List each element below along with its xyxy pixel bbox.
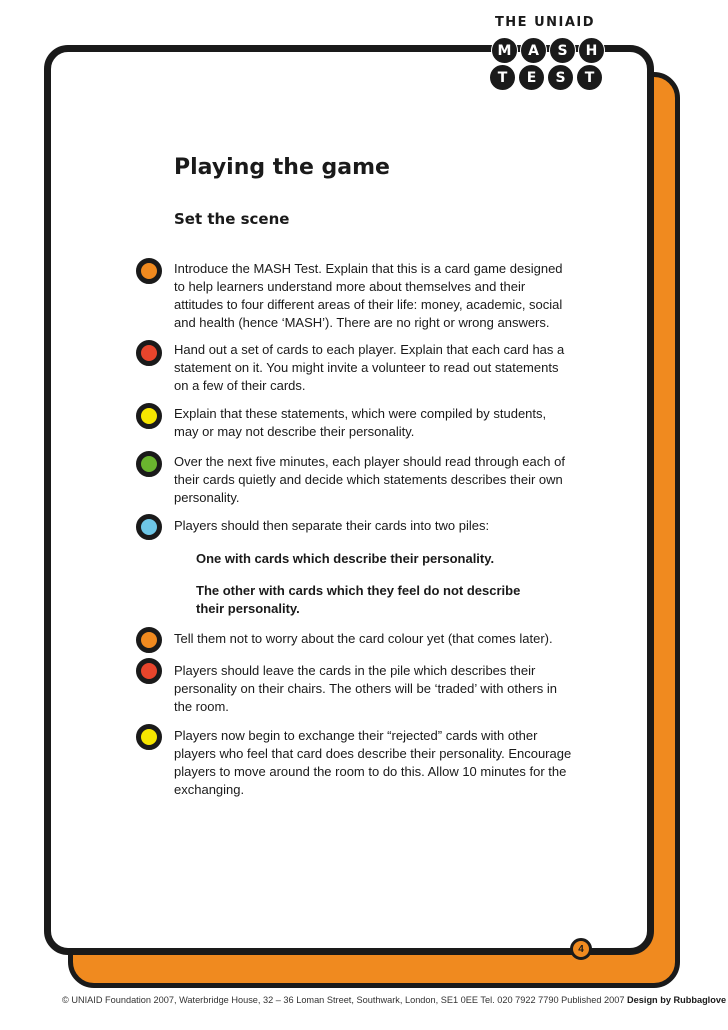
footer [62,995,727,1005]
step-text: Tell them not to worry about the card colour yet (that comes later). [174,631,553,646]
logo-title: THE UNIAID [488,14,602,32]
step-text: Hand out a set of cards to each player. Explain that each card has a statement on it. You might invite a volunteer to read out statements on a few of their cards. [174,342,565,393]
logo-row-test [489,64,603,91]
mash-test-logo [488,14,602,94]
logo-letter: E [518,64,545,91]
logo-row-mash [491,37,605,64]
logo-letter: T [576,64,603,91]
logo-letter: H [578,37,605,64]
logo-letter: T [489,64,516,91]
logo-letter: A [520,37,547,64]
step-bullet-icon [136,514,162,540]
sub-item: The other with cards which they feel do not describe their personality. [196,583,521,616]
step-text: Explain that these statements, which were compiled by students, may or may not describe their personality. [174,406,547,439]
sub-item: One with cards which describe their personality. [196,551,495,566]
page-number: 4 [570,938,592,960]
step-text: Players should leave the cards in the pile which describes their personality on their chairs. The others will be ‘traded’ with others in the room. [174,663,557,714]
step-bullet-icon [136,451,162,477]
step-bullet-icon [136,340,162,366]
step-text: Players now begin to exchange their “rejected” cards with other players who feel that card does describe their personality. Encourage players to move around the room to do this. Allow 10 minutes for the exchanging. [174,728,572,797]
step-bullet-icon [136,627,162,653]
step-text: Introduce the MASH Test. Explain that this is a card game designed to help learners understand more about themselves and their attitudes to four different areas of their life: money, academic, social and health (hence ‘MASH’). There are no right or wrong answers. [174,261,563,330]
section-title: Set the scene [174,210,290,228]
footer-address: © UNIAID Foundation 2007, Waterbridge House, 32 – 36 Loman Street, Southwark, London, SE1 0EE Tel. 020 7922 7790 Published 2007 [62,995,625,1005]
step-bullet-icon [136,403,162,429]
logo-letter: M [491,37,518,64]
logo-letter: S [549,37,576,64]
step-bullet-icon [136,658,162,684]
logo-letter: S [547,64,574,91]
step-text: Players should then separate their cards into two piles: [174,518,490,533]
step-bullet-icon [136,724,162,750]
footer-credit: Design by Rubbaglove [627,995,727,1005]
step-bullet-icon [136,258,162,284]
step-text: Over the next five minutes, each player should read through each of their cards quietly and decide which statements describes their own personality. [174,454,565,505]
page-title: Playing the game [174,155,390,180]
